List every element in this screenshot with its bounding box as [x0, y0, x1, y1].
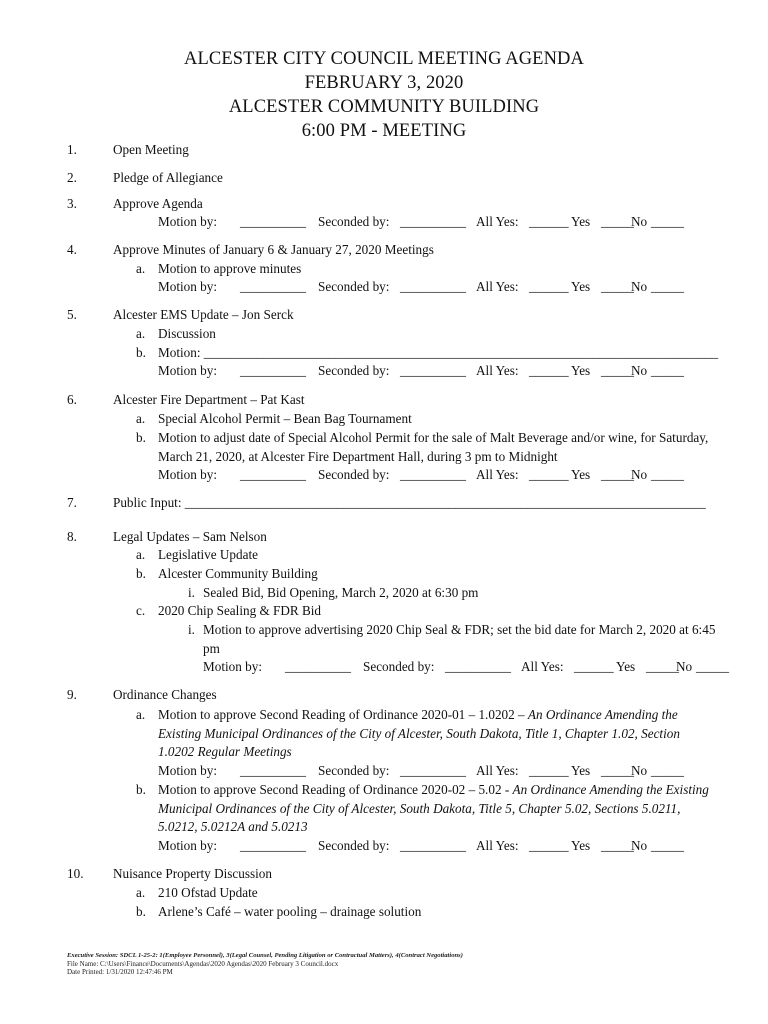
- sub-label: a.: [136, 547, 146, 562]
- blank: _____: [646, 659, 679, 674]
- blank: _____: [651, 763, 684, 778]
- motion-line: [158, 838, 684, 854]
- item-number: 4.: [67, 242, 77, 257]
- sub-item: Motion to approve minutes: [158, 261, 302, 276]
- motion-by-label: Motion by:: [158, 763, 217, 778]
- motion-line: [158, 279, 684, 295]
- sub-label: a.: [136, 885, 146, 900]
- all-yes-label: All Yes:: [476, 763, 519, 778]
- ordinance-motion-text: Motion to approve Second Reading of Ordinance 2020-02 – 5.02 -: [158, 782, 513, 797]
- blank: __________: [445, 659, 511, 674]
- blank: _____: [601, 214, 634, 229]
- sub-label: b.: [136, 782, 146, 797]
- motion-by-label: Motion by:: [158, 467, 217, 482]
- blank: __________: [400, 279, 466, 294]
- no-label: No: [631, 214, 648, 229]
- blank: __________: [285, 659, 351, 674]
- meeting-time: 6:00 PM - MEETING: [301, 121, 467, 141]
- item-ems-update: Alcester EMS Update – Jon Serck: [113, 307, 294, 322]
- item-number: 7.: [67, 495, 77, 510]
- motion-line: [158, 363, 684, 379]
- item-number: 9.: [67, 687, 77, 702]
- item-fire-department: Alcester Fire Department – Pat Kast: [113, 392, 305, 407]
- no-label: No: [631, 763, 648, 778]
- blank: _____: [601, 467, 634, 482]
- blank: _____: [696, 659, 729, 674]
- item-number: 10.: [67, 866, 84, 881]
- motion-line: [158, 763, 684, 779]
- item-number: 8.: [67, 529, 77, 544]
- sub-item: Motion to adjust date of Special Alcohol Permit for the sale of Malt Beverage and/or wine, for Saturday,: [158, 430, 709, 445]
- blank: _____: [651, 214, 684, 229]
- sub-item-continued: March 21, 2020, at Alcester Fire Department Hall, during 3 pm to Midnight: [158, 449, 558, 464]
- seconded-by-label: Seconded by:: [318, 763, 390, 778]
- sub-item: Legislative Update: [158, 547, 258, 562]
- sub-item: 2020 Chip Sealing & FDR Bid: [158, 603, 322, 618]
- seconded-by-label: Seconded by:: [318, 214, 390, 229]
- sub-item: [158, 707, 678, 723]
- blank: __________: [400, 838, 466, 853]
- blank: __________: [240, 363, 306, 378]
- sub-item: Arlene’s Café – water pooling – drainage solution: [158, 904, 422, 919]
- seconded-by-label: Seconded by:: [318, 279, 390, 294]
- motion-by-label: Motion by:: [203, 659, 262, 674]
- ordinance-title-continued: 5.0212, 5.0212A and 5.0213: [158, 819, 308, 834]
- ordinance-title: An Ordinance Amending the: [527, 707, 678, 722]
- sub-sub-label: i.: [188, 585, 195, 600]
- executive-session-note: Executive Session: SDCL 1-25-2: 1(Employee Personnel), 3(Legal Counsel, Pending Litigation or Contractual Matters), 4(Contract Negotiations): [67, 952, 463, 959]
- no-label: No: [631, 279, 648, 294]
- yes-label: Yes: [616, 659, 636, 674]
- blank: ______: [529, 838, 569, 853]
- blank: ______: [529, 363, 569, 378]
- meeting-date: FEBRUARY 3, 2020: [304, 73, 464, 93]
- item-pledge: Pledge of Allegiance: [113, 170, 223, 185]
- file-name: File Name: C:\Users\Finance\Documents\Agendas\2020 Agendas\2020 February 3 Council.docx: [67, 960, 339, 968]
- motion-line: [158, 214, 684, 230]
- item-number: 2.: [67, 170, 77, 185]
- blank: __________: [400, 467, 466, 482]
- ordinance-motion-text: Motion to approve Second Reading of Ordinance 2020-01 – 1.0202 –: [158, 707, 528, 722]
- item-ordinance-changes: Ordinance Changes: [113, 687, 217, 702]
- all-yes-label: All Yes:: [476, 214, 519, 229]
- seconded-by-label: Seconded by:: [363, 659, 435, 674]
- blank: _____: [601, 363, 634, 378]
- sub-label: b.: [136, 566, 146, 581]
- blank: __________: [240, 838, 306, 853]
- motion-line: [158, 467, 684, 483]
- blank: __________: [240, 279, 306, 294]
- blank: _____: [651, 363, 684, 378]
- yes-label: Yes: [571, 763, 591, 778]
- blank: _____: [651, 467, 684, 482]
- all-yes-label: All Yes:: [476, 838, 519, 853]
- blank: _____: [651, 279, 684, 294]
- blank: __________: [400, 763, 466, 778]
- sub-item: Special Alcohol Permit – Bean Bag Tournament: [158, 411, 412, 426]
- yes-label: Yes: [571, 279, 591, 294]
- no-label: No: [631, 838, 648, 853]
- date-printed: Date Printed: 1/31/2020 12:47:46 PM: [67, 968, 173, 976]
- all-yes-label: All Yes:: [476, 467, 519, 482]
- no-label: No: [631, 467, 648, 482]
- yes-label: Yes: [571, 363, 591, 378]
- motion-by-label: Motion by:: [158, 363, 217, 378]
- sub-sub-item: Motion to approve advertising 2020 Chip Seal & FDR; set the bid date for March 2, 2020 at 6:45: [203, 622, 716, 637]
- all-yes-label: All Yes:: [476, 279, 519, 294]
- sub-item-motion: Motion: ______________________________________________________________________________: [158, 345, 719, 360]
- motion-by-label: Motion by:: [158, 214, 217, 229]
- no-label: No: [631, 363, 648, 378]
- motion-by-label: Motion by:: [158, 838, 217, 853]
- yes-label: Yes: [571, 214, 591, 229]
- meeting-location: ALCESTER COMMUNITY BUILDING: [228, 97, 540, 117]
- blank: ______: [529, 763, 569, 778]
- blank: _____: [601, 763, 634, 778]
- yes-label: Yes: [571, 467, 591, 482]
- motion-line: [203, 659, 729, 675]
- sub-label: a.: [136, 411, 146, 426]
- item-nuisance-property: Nuisance Property Discussion: [113, 866, 272, 881]
- blank: __________: [240, 214, 306, 229]
- sub-sub-item-continued: pm: [203, 641, 220, 656]
- yes-label: Yes: [571, 838, 591, 853]
- item-number: 1.: [67, 142, 77, 157]
- blank: ______: [574, 659, 614, 674]
- seconded-by-label: Seconded by:: [318, 838, 390, 853]
- all-yes-label: All Yes:: [476, 363, 519, 378]
- blank: __________: [400, 214, 466, 229]
- blank: ______: [529, 279, 569, 294]
- item-number: 3.: [67, 196, 77, 211]
- item-legal-updates: Legal Updates – Sam Nelson: [113, 529, 267, 544]
- sub-item: Discussion: [158, 326, 216, 341]
- sub-item: 210 Ofstad Update: [158, 885, 258, 900]
- blank: __________: [240, 763, 306, 778]
- agenda-title: ALCESTER CITY COUNCIL MEETING AGENDA: [184, 49, 584, 69]
- sub-label: a.: [136, 326, 146, 341]
- no-label: No: [676, 659, 693, 674]
- item-number: 6.: [67, 392, 77, 407]
- sub-label: a.: [136, 707, 146, 722]
- blank: __________: [400, 363, 466, 378]
- sub-sub-label: i.: [188, 622, 195, 637]
- sub-label: b.: [136, 904, 146, 919]
- blank: __________: [240, 467, 306, 482]
- ordinance-title-continued: 1.0202 Regular Meetings: [158, 744, 292, 759]
- blank: _____: [601, 279, 634, 294]
- sub-sub-item: Sealed Bid, Bid Opening, March 2, 2020 at 6:30 pm: [203, 585, 479, 600]
- blank: _____: [651, 838, 684, 853]
- sub-label: b.: [136, 345, 146, 360]
- seconded-by-label: Seconded by:: [318, 363, 390, 378]
- all-yes-label: All Yes:: [521, 659, 564, 674]
- blank: ______: [529, 214, 569, 229]
- item-open-meeting: Open Meeting: [113, 142, 189, 157]
- item-approve-minutes: Approve Minutes of January 6 & January 27, 2020 Meetings: [113, 242, 434, 257]
- sub-item: Alcester Community Building: [158, 566, 318, 581]
- ordinance-title: An Ordinance Amending the Existing: [512, 782, 709, 797]
- ordinance-title-continued: Existing Municipal Ordinances of the City of Alcester, South Dakota, Title 1, Chapter 1.02, Section: [158, 726, 680, 741]
- motion-by-label: Motion by:: [158, 279, 217, 294]
- seconded-by-label: Seconded by:: [318, 467, 390, 482]
- item-approve-agenda: Approve Agenda: [113, 196, 203, 211]
- item-public-input: Public Input: _______________________________________________________________________________: [113, 495, 706, 510]
- sub-label: b.: [136, 430, 146, 445]
- item-number: 5.: [67, 307, 77, 322]
- sub-label: a.: [136, 261, 146, 276]
- sub-item: [158, 782, 709, 798]
- blank: _____: [601, 838, 634, 853]
- sub-label: c.: [136, 603, 146, 618]
- ordinance-title-continued: Municipal Ordinances of the City of Alcester, South Dakota, Title 5, Chapter 5.02, Sections 5.0211,: [158, 801, 681, 816]
- blank: ______: [529, 467, 569, 482]
